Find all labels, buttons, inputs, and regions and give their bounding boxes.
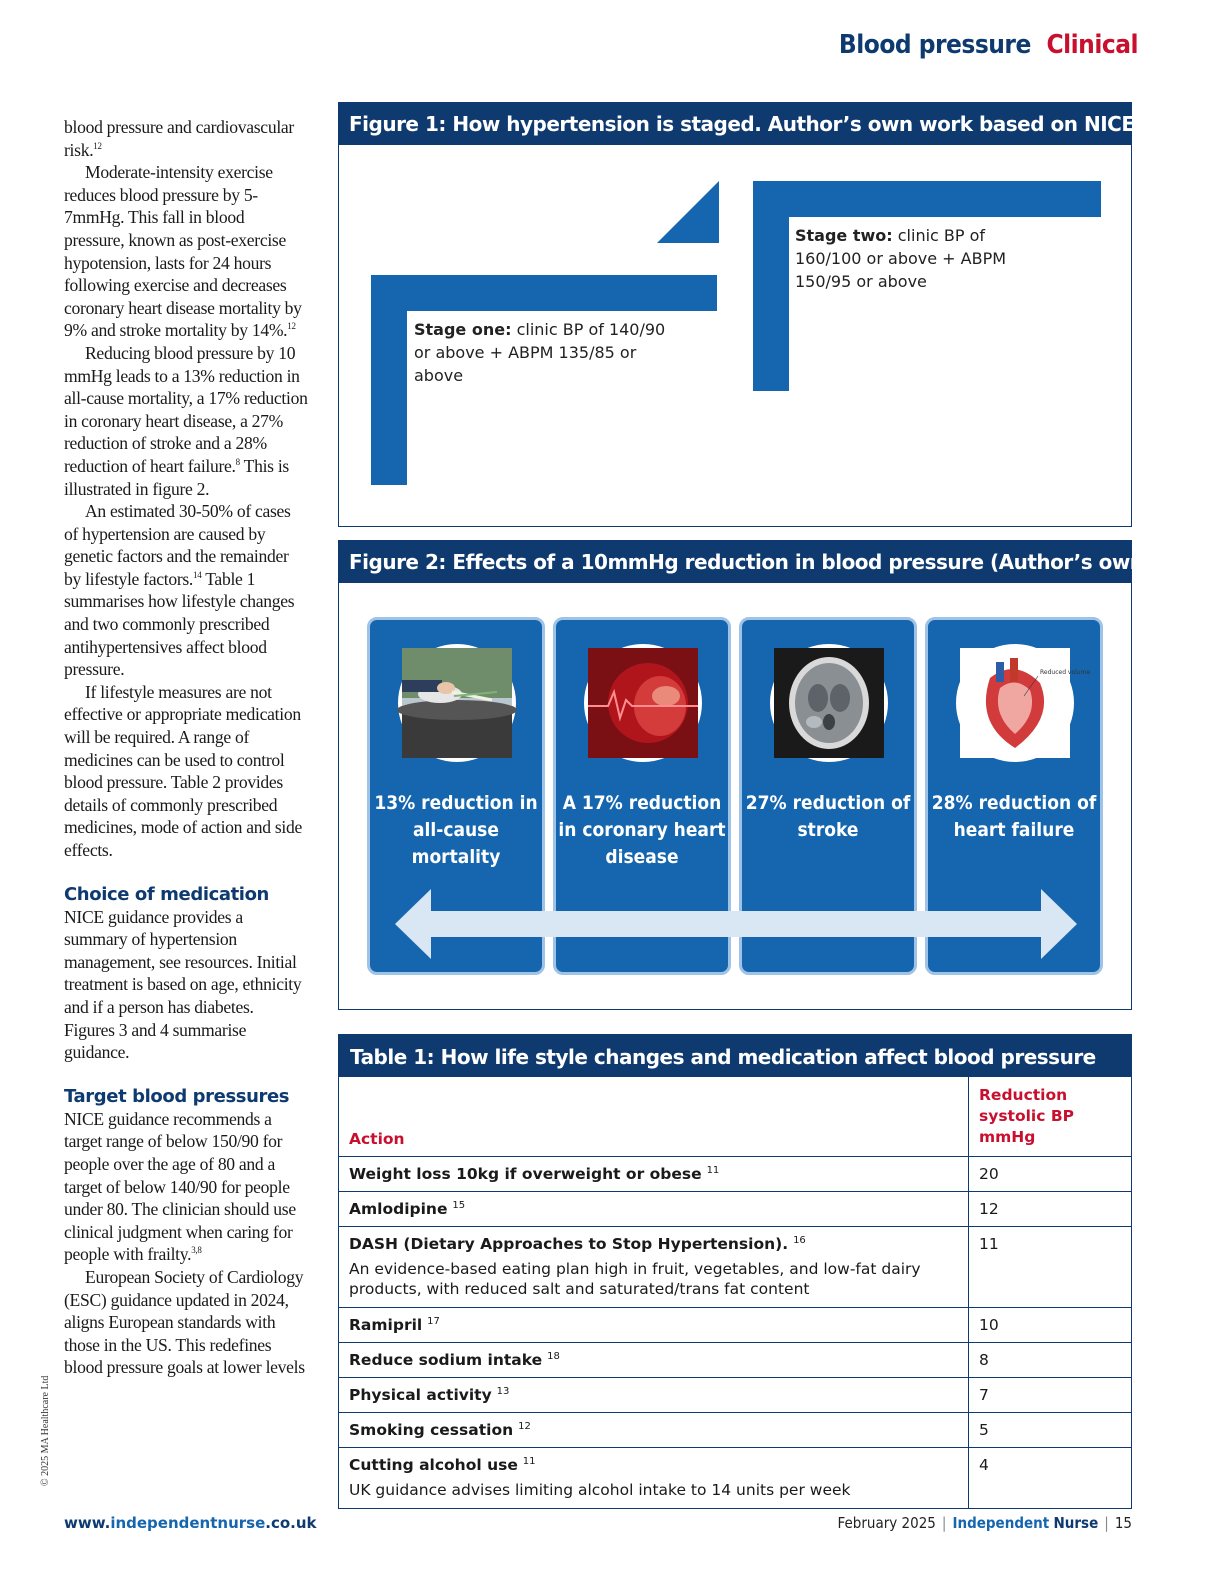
reduced-volume-caption: Reduced volume <box>1040 669 1091 676</box>
reduction-value-cell: 4 <box>969 1448 1132 1509</box>
subheading-choice-of-medication: Choice of medication <box>64 883 269 905</box>
figure-1-staircase <box>339 145 1131 526</box>
stage-two-step <box>753 181 1101 217</box>
table-row <box>339 1227 1132 1308</box>
reduction-value-cell: 8 <box>969 1343 1132 1378</box>
card-label: 13% reduction in all-cause mortality <box>374 792 538 868</box>
action-cell: Amlodipine $^{15}$ <box>339 1192 969 1227</box>
action-cell: Ramipril $^{17}$ <box>339 1308 969 1343</box>
category-title: Clinical <box>1046 30 1138 60</box>
reduction-value-cell: 11 <box>969 1227 1132 1308</box>
brain-scan-image <box>770 644 888 762</box>
table-1 <box>338 1034 1132 1509</box>
table-row <box>339 1413 1132 1448</box>
funeral-image <box>398 644 516 762</box>
table-row <box>339 1448 1132 1509</box>
heart-diagram-image <box>956 644 1091 762</box>
reduction-value-cell: 5 <box>969 1413 1132 1448</box>
table-row <box>339 1308 1132 1343</box>
figure-1 <box>338 102 1203 527</box>
paragraph: An estimated 30-50% of cases of hypertension are caused by genetic factors and the remainder by lifestyle factors.$^{14}$ Table 1 summarises how lifestyle changes and two commonly prescribed antihypertensives affect blood pressure. <box>64 501 295 680</box>
left-column <box>64 116 308 1379</box>
action-cell: Weight loss 10kg if overweight or obese $^{11}$ <box>339 1157 969 1192</box>
action-cell: Smoking cessation $^{12}$ <box>339 1413 969 1448</box>
reduction-value-cell: 7 <box>969 1378 1132 1413</box>
figure-2 <box>338 540 1212 1010</box>
paragraph: NICE guidance recommends a target range of below 150/90 for people over the age of 80 and a target of below 140/90 for people under 80. The clinician should use clinical judgment when caring for people with frailty.$^{3,8}$ <box>64 1108 296 1265</box>
figure-2-title: Figure 2: Effects of a 10mmHg reduction in blood pressure (Author’s own work) <box>339 541 1131 583</box>
paragraph: NICE guidance provides a summary of hypertension management, see resources. Initial treatment is based on age, ethnicity and if a person has diabetes. Figures 3 and 4 summarise guidance. <box>64 906 302 1063</box>
table-row <box>339 1192 1132 1227</box>
paragraph: Moderate-intensity exercise reduces blood pressure by 5-7mmHg. This fall in blood pressure, known as post-exercise hypotension, lasts for 24 hours following exercise and decreases coronary heart disease mortality by 9% and stroke mortality by 14%.$^{12}$ <box>64 162 302 341</box>
action-cell: Reduce sodium intake $^{18}$ <box>339 1343 969 1378</box>
paragraph: blood pressure and cardiovascular risk.$^{12}$ <box>64 117 294 160</box>
section-title: Blood pressure <box>838 30 1031 60</box>
footer-url[interactable]: www.independentnurse.co.uk <box>64 1514 317 1532</box>
issue-date: February 2025 <box>837 1514 936 1532</box>
reduction-value-cell: 10 <box>969 1308 1132 1343</box>
action-cell: DASH (Dietary Approaches to Stop Hypertension). $^{16}$ An evidence-based eating plan high in fruit, vegetables, and low-fat dairy products, with reduced salt and saturated/trans fat content <box>339 1227 969 1308</box>
copyright-notice: © 2025 MA Healthcare Ltd <box>40 1375 51 1486</box>
table-header-row <box>339 1077 1132 1157</box>
stage-one-text: Stage one: clinic BP of 140/90 or above + ABPM 135/85 or above <box>414 320 666 385</box>
column-header-reduction: Reduction systolic BP mmHg <box>969 1077 1132 1157</box>
paragraph: If lifestyle measures are not effective or appropriate medication will be required. A range of medicines can be used to control blood pressure. Table 2 provides details of commonly prescribed medicines, mode of action and side effects. <box>64 681 302 860</box>
double-arrow-icon <box>395 889 1077 959</box>
heart-attack-image <box>584 644 702 762</box>
step-connector-triangle <box>657 181 719 243</box>
action-cell: Physical activity $^{13}$ <box>339 1378 969 1413</box>
table-1-title: Table 1: How life style changes and medication affect blood pressure <box>338 1034 1132 1076</box>
reduction-value-cell: 20 <box>969 1157 1132 1192</box>
page-number: 15 <box>1114 1514 1132 1532</box>
lifestyle-table <box>338 1076 1132 1509</box>
table-row <box>339 1343 1132 1378</box>
stage-one-step <box>371 275 717 311</box>
table-row <box>339 1157 1132 1192</box>
column-header-action: Action <box>339 1077 969 1157</box>
card-label: A 17% reduction in coronary heart disease <box>558 792 726 868</box>
paragraph: Reducing blood pressure by 10 mmHg leads to a 13% reduction in all-cause mortality, a 17% reduction in coronary heart disease, a 27% reduction of stroke and a 28% reduction of heart failure.$^8$ This is illustrated in figure 2. <box>64 342 308 499</box>
figure-1-title: Figure 1: How hypertension is staged. Author’s own work based on NICE 2021³ <box>339 103 1131 145</box>
table-row <box>339 1378 1132 1413</box>
action-cell: Cutting alcohol use $^{11}$ UK guidance advises limiting alcohol intake to 14 units per week <box>339 1448 969 1509</box>
stage-two-text: Stage two: clinic BP of 160/100 or above + ABPM 150/95 or above <box>795 226 1007 291</box>
figure-2-cards <box>339 583 1131 1009</box>
page-header <box>839 30 1138 60</box>
subheading-target-blood-pressures: Target blood pressures <box>64 1085 290 1107</box>
reduction-value-cell: 12 <box>969 1192 1132 1227</box>
card-label: 27% reduction of stroke <box>745 792 911 841</box>
footer-publication: February 2025 | Independent Nurse | 15 <box>837 1514 1132 1532</box>
card-label: 28% reduction of heart failure <box>931 792 1097 841</box>
paragraph: European Society of Cardiology (ESC) guidance updated in 2024, aligns European standards with those in the US. This redefines blood pressure goals at lower levels <box>64 1266 305 1378</box>
